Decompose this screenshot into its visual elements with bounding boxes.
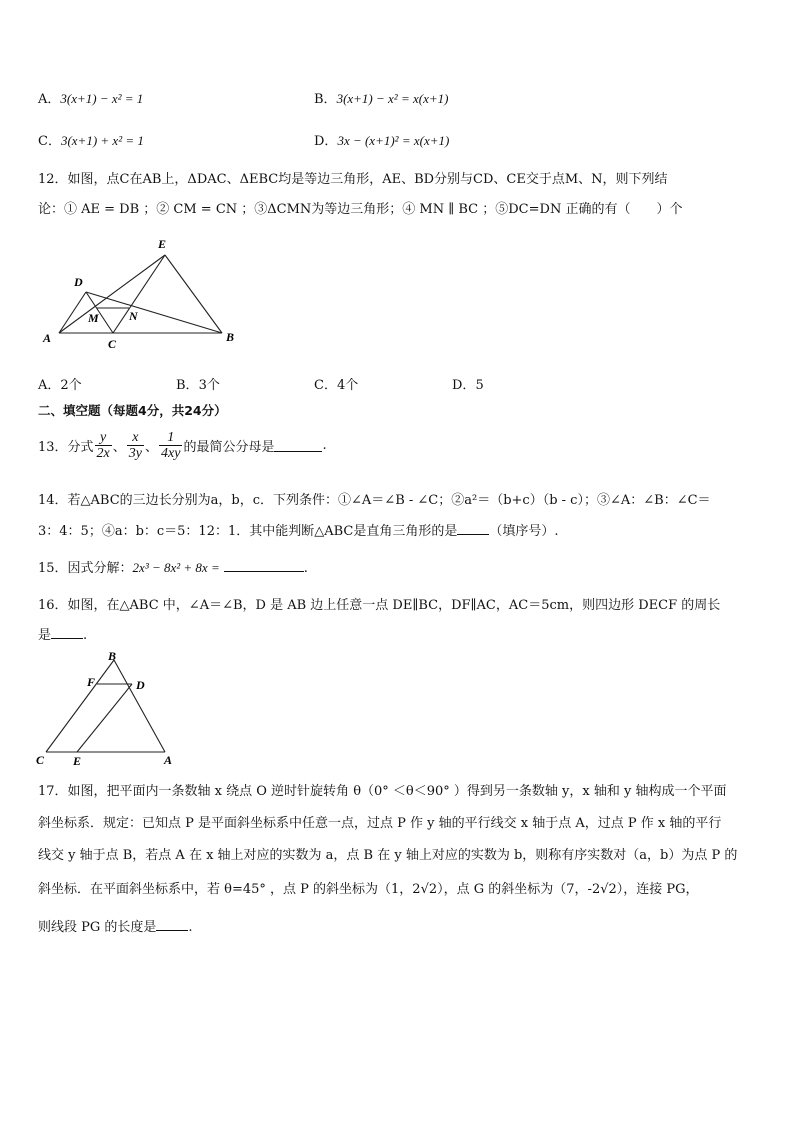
q17-text-line5: [38, 916, 193, 935]
fraction-numerator: 1: [159, 430, 182, 446]
q14-line2-end: （填序号）.: [489, 524, 559, 539]
option-expression: 3(x+1) − x² = x(x+1): [336, 91, 449, 106]
option-letter: C．: [38, 134, 61, 149]
q16-text-line2: [38, 624, 87, 643]
q14-line2-start: 3：4：5；④a：b：c＝5：12：1．其中能判断△ABC是直角三角形的是: [38, 524, 458, 539]
label-e: E: [158, 237, 167, 251]
fraction-1: [95, 430, 112, 461]
option-text: 4个: [336, 378, 359, 393]
label-b: B: [108, 649, 117, 663]
q15-prefix: 15．因式分解：: [38, 561, 133, 576]
answer-blank[interactable]: [457, 522, 489, 535]
option-letter: B．: [314, 92, 337, 107]
q17-text-line3: 线交 y 轴于点 B，若点 A 在 x 轴上对应的实数为 a，点 B 在 y 轴上对应的实数为 b，则称有序实数对（a，b）为点 P 的: [38, 848, 738, 863]
q17-text-line1: 17．如图，把平面内一条数轴 x 绕点 O 逆时针旋转角 θ（0° ＜θ＜90° ）得到另一条数轴 y，x 轴和 y 轴构成一个平面: [38, 784, 727, 799]
label-e: E: [73, 754, 82, 768]
label-c: C: [108, 337, 117, 351]
q11-option-a: [38, 88, 143, 107]
q17-line5-end: .: [188, 920, 193, 935]
option-letter: D．: [452, 378, 476, 393]
q11-option-b: [314, 88, 448, 107]
segment-db: [86, 292, 222, 333]
q13-prefix: 13．分式: [38, 440, 94, 455]
option-expression: 3(x+1) + x² = 1: [60, 133, 144, 148]
q13-text: [38, 430, 327, 461]
label-c: C: [36, 753, 45, 767]
label-a: A: [43, 331, 52, 345]
option-letter: A．: [38, 92, 61, 107]
q12-option-b: [176, 374, 220, 393]
q14-text-line1: 14．若△ABC的三边长分别为a，b，c．下列条件：①∠A＝∠B - ∠C；②a²＝（b+c）（b - c）；③∠A：∠B：∠C＝: [38, 493, 711, 508]
separator: 、: [145, 440, 159, 455]
answer-blank[interactable]: [51, 626, 83, 639]
fraction-denominator: 3y: [128, 446, 142, 461]
q15-end: .: [303, 561, 308, 576]
q13-suffix: 的最简公分母是: [183, 440, 275, 455]
fraction-numerator: y: [95, 430, 112, 446]
fraction-denominator: 4xy: [161, 446, 181, 461]
label-f: F: [87, 675, 96, 689]
q15-text: [38, 557, 308, 576]
option-letter: C．: [314, 378, 337, 393]
fraction-2: [127, 430, 144, 461]
q12-option-d: [452, 374, 484, 393]
q16-line2-start: 是: [38, 628, 52, 643]
label-a: A: [164, 753, 173, 767]
segment-ba: [114, 660, 165, 752]
label-m: M: [88, 311, 99, 325]
label-d: D: [136, 678, 145, 692]
segment-ae: [59, 255, 165, 333]
q12-text-line2: 论：① AE = DB ；② CM = CN ；③ΔCMN为等边三角形；④ MN ∥ BC ；⑤DC=DN 正确的有（ ）个: [38, 202, 683, 217]
q17-text-line4: 斜坐标．在平面斜坐标系中，若 θ=45° ，点 P 的斜坐标为（1，2√2），点 G 的斜坐标为（7，-2√2），连接 PG，: [38, 882, 699, 897]
q17-text-line2: 斜坐标系．规定：已知点 P 是平面斜坐标系中任意一点，过点 P 作 y 轴的平行线交 x 轴于点 A，过点 P 作 x 轴的平行: [38, 816, 722, 831]
option-text: 3个: [198, 378, 220, 393]
q11-option-c: [38, 130, 144, 149]
answer-blank[interactable]: [224, 559, 304, 572]
fraction-3: [159, 430, 182, 461]
answer-blank[interactable]: [156, 918, 188, 931]
q16-figure: [34, 648, 184, 768]
q16-text-line1: 16．如图，在△ABC 中，∠A＝∠B，D 是 AB 边上任意一点 DE∥BC，DF∥AC，AC＝5cm，则四边形 DECF 的周长: [38, 598, 721, 613]
q12-option-c: [314, 374, 358, 393]
separator: 、: [112, 440, 126, 455]
q13-end: .: [322, 438, 327, 453]
q11-option-d: [314, 130, 449, 149]
option-letter: A．: [38, 378, 61, 393]
option-text: 2个: [60, 378, 82, 393]
label-n: N: [129, 309, 138, 323]
q15-expression: 2x³ − 8x² + 8x =: [132, 560, 220, 575]
fraction-denominator: 2x: [96, 446, 110, 461]
option-letter: B．: [176, 378, 199, 393]
label-d: D: [74, 275, 83, 289]
segment-ad: [59, 292, 86, 333]
q16-line2-end: .: [83, 628, 88, 643]
segment-de: [77, 684, 132, 752]
option-expression: 3(x+1) − x² = 1: [60, 91, 144, 106]
option-letter: D．: [314, 134, 338, 149]
answer-blank[interactable]: [274, 439, 322, 452]
q14-text-line2: [38, 520, 559, 539]
option-expression: 3x − (x+1)² = x(x+1): [337, 133, 450, 148]
option-text: 5: [475, 378, 484, 393]
q12-text-line1: 12．如图，点C在AB上，ΔDAC、ΔEBC均是等边三角形，AE、BD分别与CD、CE交于点M、N，则下列结: [38, 172, 668, 187]
label-b: B: [226, 330, 235, 344]
q12-option-a: [38, 374, 82, 393]
q17-line5-start: 则线段 PG 的长度是: [38, 920, 157, 935]
q12-figure: [38, 236, 243, 351]
segment-eb: [165, 255, 222, 333]
fraction-numerator: x: [127, 430, 144, 446]
section-heading: 二、填空题（每题4分，共24分）: [38, 403, 227, 418]
segment-ce: [113, 255, 165, 333]
segment-cb: [46, 660, 114, 752]
